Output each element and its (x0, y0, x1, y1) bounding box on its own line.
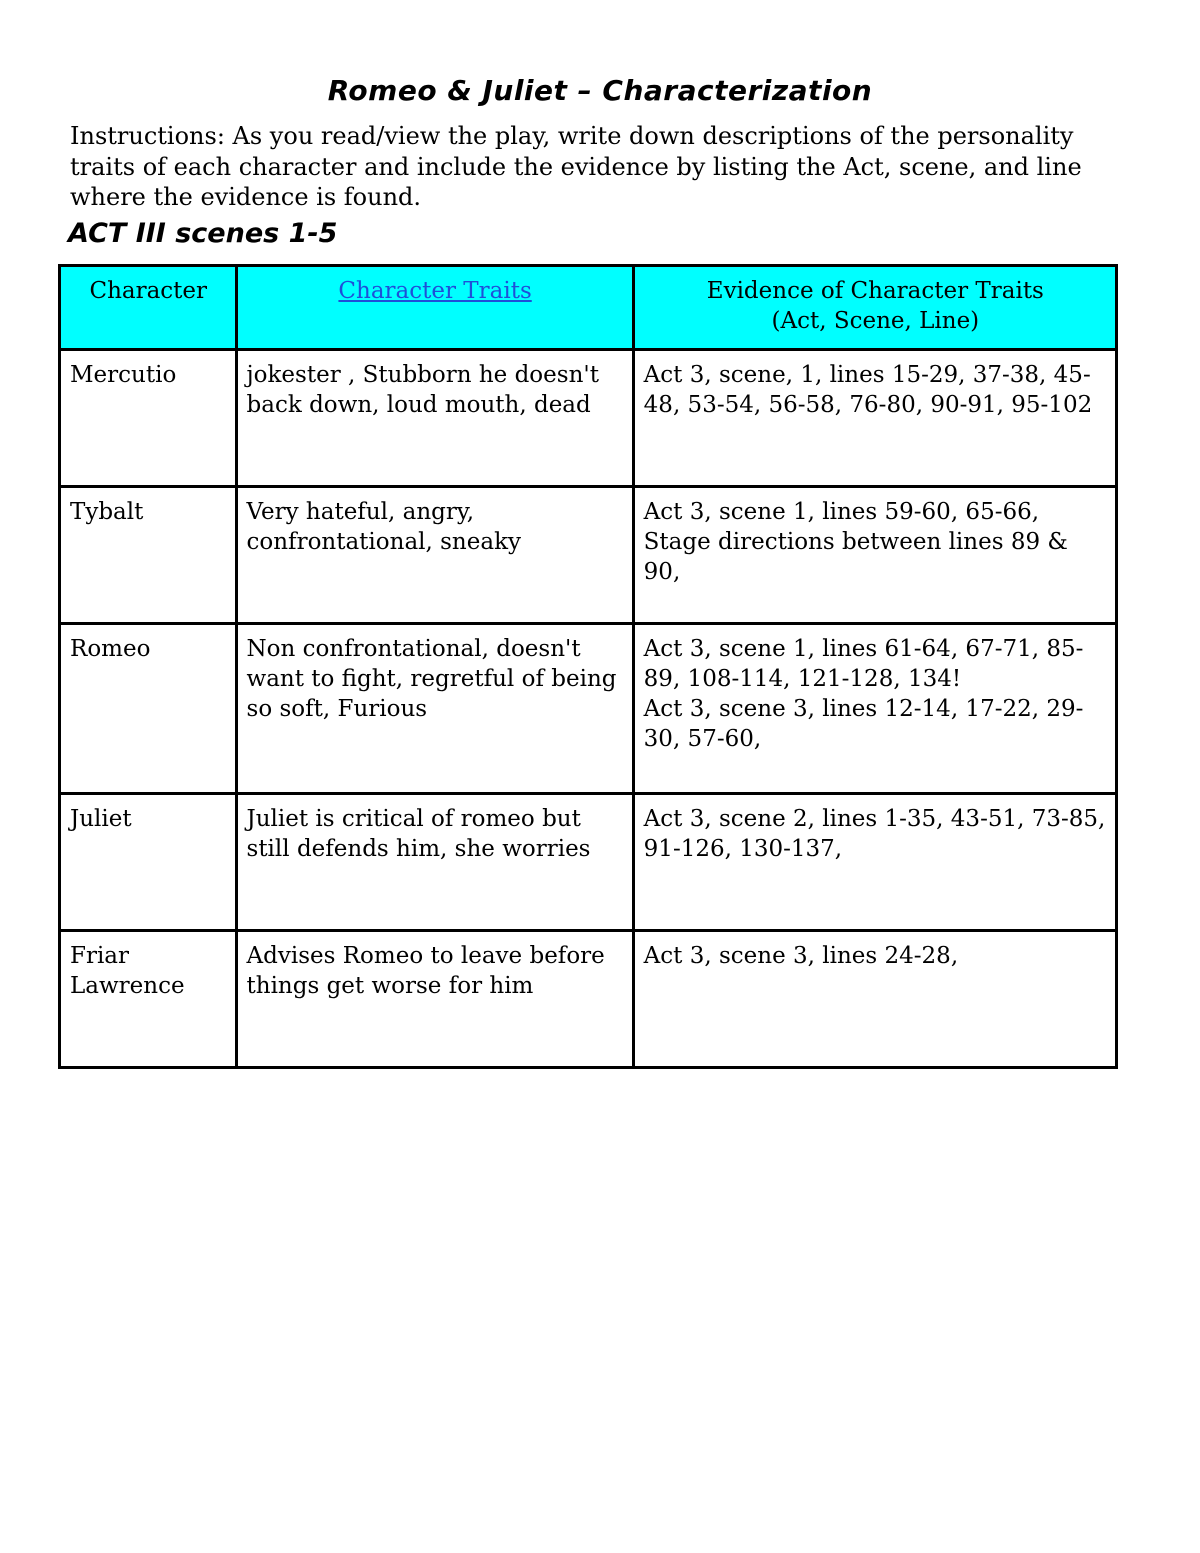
cell-character: Tybalt (60, 487, 237, 624)
table-row (60, 794, 1117, 931)
header-evidence (633, 266, 1116, 350)
cell-traits: Very hateful, angry, confrontational, sneaky (236, 487, 633, 624)
document-title: Romeo & Juliet – Characterization (327, 74, 873, 107)
cell-evidence (633, 794, 1116, 931)
header-traits (236, 266, 633, 350)
header-evidence-label: Evidence of Character Traits (706, 278, 1044, 304)
header-character (60, 266, 237, 350)
cell-evidence (633, 487, 1116, 624)
table-row (60, 350, 1117, 487)
cell-evidence (633, 624, 1116, 794)
cell-traits: Juliet is critical of romeo but still defends him, she worries (236, 794, 633, 931)
table-row (60, 931, 1117, 1068)
cell-character: Romeo (60, 624, 237, 794)
characterization-table (58, 264, 1118, 1069)
evidence-line: Act 3, scene, 1, lines 15-29, 37-38, 45-48, 53-54, 56-58, 76-80, 90-91, 95-102 (643, 362, 1093, 418)
cell-character: Mercutio (60, 350, 237, 487)
table-header-row (60, 266, 1117, 350)
cell-evidence (633, 350, 1116, 487)
table-row (60, 624, 1117, 794)
evidence-line: Act 3, scene 3, lines 24-28, (643, 943, 959, 969)
section-heading: ACT III scenes 1-5 (68, 218, 338, 249)
cell-traits: Non confrontational, doesn't want to fight, regretful of being so soft, Furious (236, 624, 633, 794)
table-row (60, 487, 1117, 624)
cell-character: Friar Lawrence (60, 931, 237, 1068)
header-evidence-sublabel: (Act, Scene, Line) (771, 308, 980, 334)
evidence-line: Act 3, scene 1, lines 59-60, 65-66, Stage directions between lines 89 & 90, (643, 499, 1068, 585)
header-traits-link[interactable]: Character Traits (338, 278, 532, 304)
evidence-line: Act 3, scene 3, lines 12-14, 17-22, 29-30, 57-60, (643, 696, 1084, 752)
cell-character: Juliet (60, 794, 237, 931)
evidence-line: Act 3, scene 1, lines 61-64, 67-71, 85-89, 108-114, 121-128, 134! (643, 636, 1084, 692)
header-character-label: Character (89, 278, 208, 304)
cell-traits: Advises Romeo to leave before things get worse for him (236, 931, 633, 1068)
instructions-paragraph: Instructions: As you read/view the play, write down descriptions of the personality traits of each character and include the evidence by listing the Act, scene, and line where the evidence is found. (70, 122, 1082, 211)
cell-traits: jokester , Stubborn he doesn't back down, loud mouth, dead (236, 350, 633, 487)
evidence-line: Act 3, scene 2, lines 1-35, 43-51, 73-85, 91-126, 130-137, (643, 806, 1106, 862)
cell-evidence (633, 931, 1116, 1068)
